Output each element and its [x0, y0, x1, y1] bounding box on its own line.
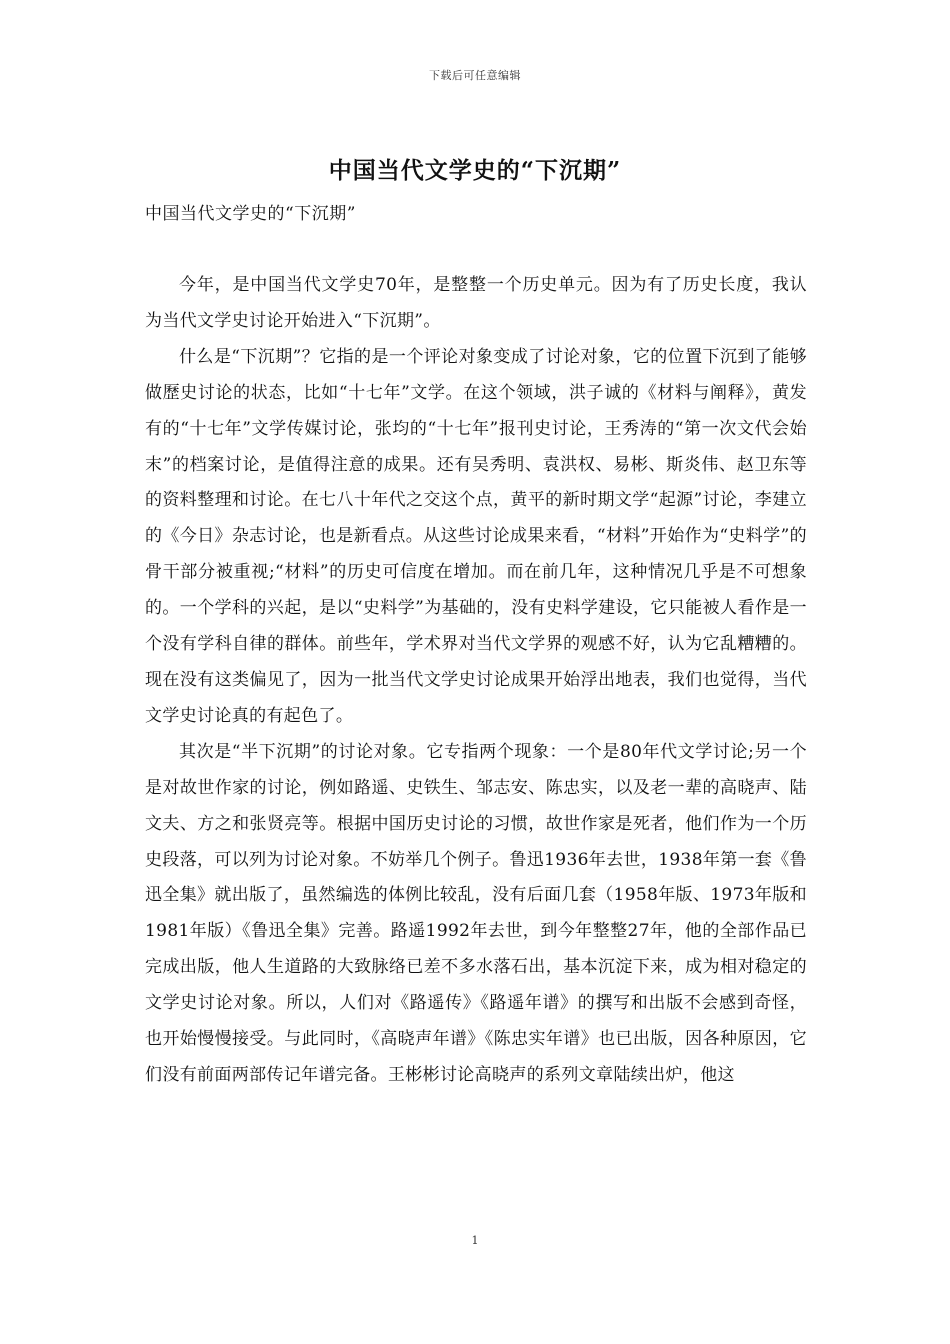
paragraph: 其次是“半下沉期”的讨论对象。它专指两个现象：一个是80年代文学讨论;另一个是对故世作家的讨论，例如路遥、史铁生、邹志安、陈忠实，以及老一辈的高晓声、陆文夫、方之和张贤亮等。根据中国历史讨论的习惯，故世作家是死者，他们作为一个历史段落，可以列为讨论对象。不妨举几个例子。鲁迅1936年去世，1938年第一套《鲁迅全集》就出版了，虽然编选的体例比较乱，没有后面几套（1958年版、1973年版和1981年版）《鲁迅全集》完善。路遥1992年去世，到今年整整27年，他的全部作品已完成出版，他人生道路的大致脉络已差不多水落石出，基本沉淀下来，成为相对稳定的文学史讨论对象。所以，人们对《路遥传》《路遥年谱》的撰写和出版不会感到奇怪，也开始慢慢接受。与此同时，《高晓声年谱》《陈忠实年谱》也已出版，因各种原因，它们没有前面两部传记年谱完备。王彬彬讨论高晓声的系列文章陆续出炉，他这 — [145, 741, 807, 1085]
document-title: 中国当代文学史的“下沉期” — [328, 157, 622, 184]
paragraph: 今年，是中国当代文学史70年，是整整一个历史单元。因为有了历史长度，我认为当代文学史讨论开始进入“下沉期”。 — [145, 275, 807, 331]
page-number: 1 — [471, 1234, 479, 1247]
document-subtitle: 中国当代文学史的“下沉期” — [145, 204, 356, 224]
document-body — [145, 268, 807, 1094]
paragraph: 什么是“下沉期”？它指的是一个评论对象变成了讨论对象，它的位置下沉到了能够做歷史讨论的状态，比如“十七年”文学。在这个领域，洪子诚的《材料与阐释》，黄发有的“十七年”文学传媒讨论，张均的“十七年”报刊史讨论，王秀涛的“第一次文代会始末”的档案讨论，是值得注意的成果。还有吴秀明、袁洪权、易彬、斯炎伟、赵卫东等的资料整理和讨论。在七八十年代之交这个点，黄平的新时期文学“起源”讨论，李建立的《今日》杂志讨论，也是新看点。从这些讨论成果来看，“材料”开始作为“史料学”的骨干部分被重视;“材料”的历史可信度在增加。而在前几年，这种情况几乎是不可想象的。一个学科的兴起，是以“史料学”为基础的，没有史料学建设，它只能被人看作是一个没有学科自律的群体。前些年，学术界对当代文学界的观感不好，认为它乱糟糟的。现在没有这类偏见了，因为一批当代文学史讨论成果开始浮出地表，我们也觉得，当代文学史讨论真的有起色了。 — [145, 346, 807, 726]
header-note: 下载后可任意编辑 — [429, 69, 521, 82]
